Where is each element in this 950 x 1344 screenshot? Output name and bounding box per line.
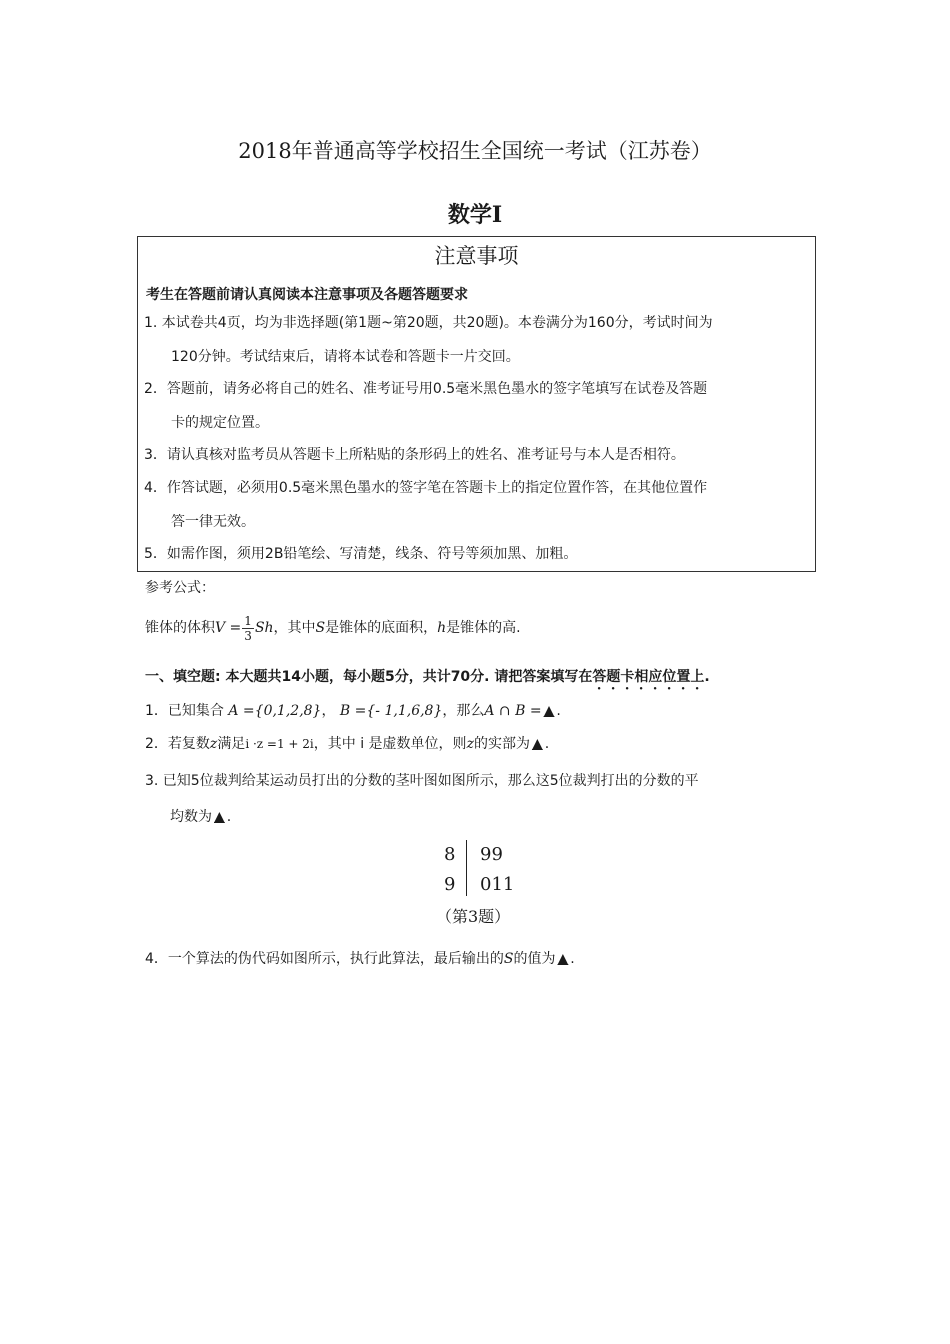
q4-var: S xyxy=(503,951,514,967)
formula-line xyxy=(145,608,521,648)
subject-title: 数学Ⅰ xyxy=(447,202,503,228)
formula-var-h: h xyxy=(437,620,447,636)
notice-item-4-line2: 答一律无效。 xyxy=(171,514,255,530)
stem-row-2-leaves: 011 xyxy=(480,874,515,895)
q1-answer-blank: ▲ xyxy=(543,703,555,719)
q2-text-a: 若复数 xyxy=(167,736,210,752)
q2-end: . xyxy=(544,736,550,752)
q3-end: . xyxy=(226,809,232,825)
question-4 xyxy=(145,948,575,968)
formula-label: 参考公式： xyxy=(145,580,215,596)
q1-expr: A ∩ B = xyxy=(484,703,542,719)
q3-answer-blank: ▲ xyxy=(214,809,225,825)
question-3-line2 xyxy=(170,806,231,826)
formula-lhs: V = xyxy=(215,620,242,636)
stem-leaf-caption: （第3题） xyxy=(436,907,511,926)
stem-row-1-leaves: 99 xyxy=(480,844,503,865)
notice-item-4-line1: 4．作答试题，必须用0.5毫米黑色墨水的签字笔在答题卡上的指定位置作答，在其他位置作 xyxy=(144,480,708,496)
stem-row-1-stem: 8 xyxy=(444,844,456,865)
notice-item-1-line1: 1. 本试卷共4页，均为非选择题(第1题~第20题，共20题)。本卷满分为160分，考试时间为 xyxy=(144,315,713,331)
formula-suffix: 是锥体的高. xyxy=(446,620,521,636)
notice-box xyxy=(137,236,816,572)
q2-text-c: ，其中 i 是虚数单位，则 xyxy=(313,736,467,752)
notice-item-1-line2: 120分钟。考试结束后，请将本试卷和答题卡一片交回。 xyxy=(171,349,520,365)
notice-item-2-line2: 卡的规定位置。 xyxy=(171,415,269,431)
notice-item-5-line1: 5．如需作图，须用2B铅笔绘、写清楚，线条、符号等须加黑、加粗。 xyxy=(144,546,578,562)
q2-equation: i ·z =1 + 2i xyxy=(245,737,314,751)
fraction-numerator: 1 xyxy=(244,613,252,628)
q1-text-a: 已知集合 xyxy=(167,703,224,719)
notice-heading: 注意事项 xyxy=(434,244,519,268)
q4-answer-blank: ▲ xyxy=(557,951,569,967)
q4-number: 4． xyxy=(145,951,168,967)
stem-row-2-stem: 9 xyxy=(444,874,456,895)
q1-set-a: A ={0,1,2,8} xyxy=(228,703,322,719)
q2-var: z xyxy=(209,736,218,752)
q1-number: 1． xyxy=(145,703,168,719)
exam-title: 2018年普通高等学校招生全国统一考试（江苏卷） xyxy=(238,139,712,163)
q2-text-b: 满足 xyxy=(217,736,246,752)
notice-item-3-line1: 3．请认真核对监考员从答题卡上所粘贴的条形码上的姓名、准考证号与本人是否相符。 xyxy=(144,447,685,463)
q1-sep: ， xyxy=(321,703,336,719)
question-3-line1: 3. 已知5位裁判给某运动员打出的分数的茎叶图如图所示，那么这5位裁判打出的分数的平 xyxy=(145,773,699,789)
q2-text-d: 的实部为 xyxy=(473,736,530,752)
section1-heading-main: 一、填空题: 本大题共14小题，每小题5分，共计70分. 请把答案填写在 xyxy=(145,669,593,685)
formula-rhs: Sh xyxy=(254,620,274,636)
q4-text-a: 一个算法的伪代码如图所示，执行此算法，最后输出的 xyxy=(167,951,504,967)
fraction-denominator: 3 xyxy=(244,628,252,643)
q1-end: . xyxy=(556,703,561,719)
q1-set-b: B ={- 1,1,6,8} xyxy=(339,703,443,719)
question-2 xyxy=(145,733,549,753)
q3-text: 均数为 xyxy=(170,809,212,825)
section1-heading-end: . xyxy=(704,669,710,685)
q1-text-b: ，那么 xyxy=(442,703,485,719)
q2-var2: z xyxy=(466,736,474,752)
formula-fraction xyxy=(242,614,254,643)
q2-number: 2． xyxy=(145,736,168,752)
section1-heading-dotted: 答题卡相应位置上 xyxy=(592,669,705,685)
q4-text-b: 的值为 xyxy=(513,951,556,967)
formula-mid1: ，其中 xyxy=(273,620,316,636)
formula-mid2: 是锥体的底面积， xyxy=(325,620,438,636)
stem-leaf-plot xyxy=(430,840,540,926)
formula-prefix: 锥体的体积 xyxy=(145,620,215,636)
question-1 xyxy=(145,700,561,720)
formula-var-s: S xyxy=(315,620,326,636)
q4-end: . xyxy=(570,951,575,967)
notice-item-2-line1: 2．答题前，请务必将自己的姓名、准考证号用0.5毫米黑色墨水的签字笔填写在试卷及答题 xyxy=(144,381,708,397)
section1-heading xyxy=(145,666,710,693)
q2-answer-blank: ▲ xyxy=(531,736,543,752)
notice-intro: 考生在答题前请认真阅读本注意事项及各题答题要求 xyxy=(146,287,468,303)
stem-leaf-divider xyxy=(466,840,467,896)
